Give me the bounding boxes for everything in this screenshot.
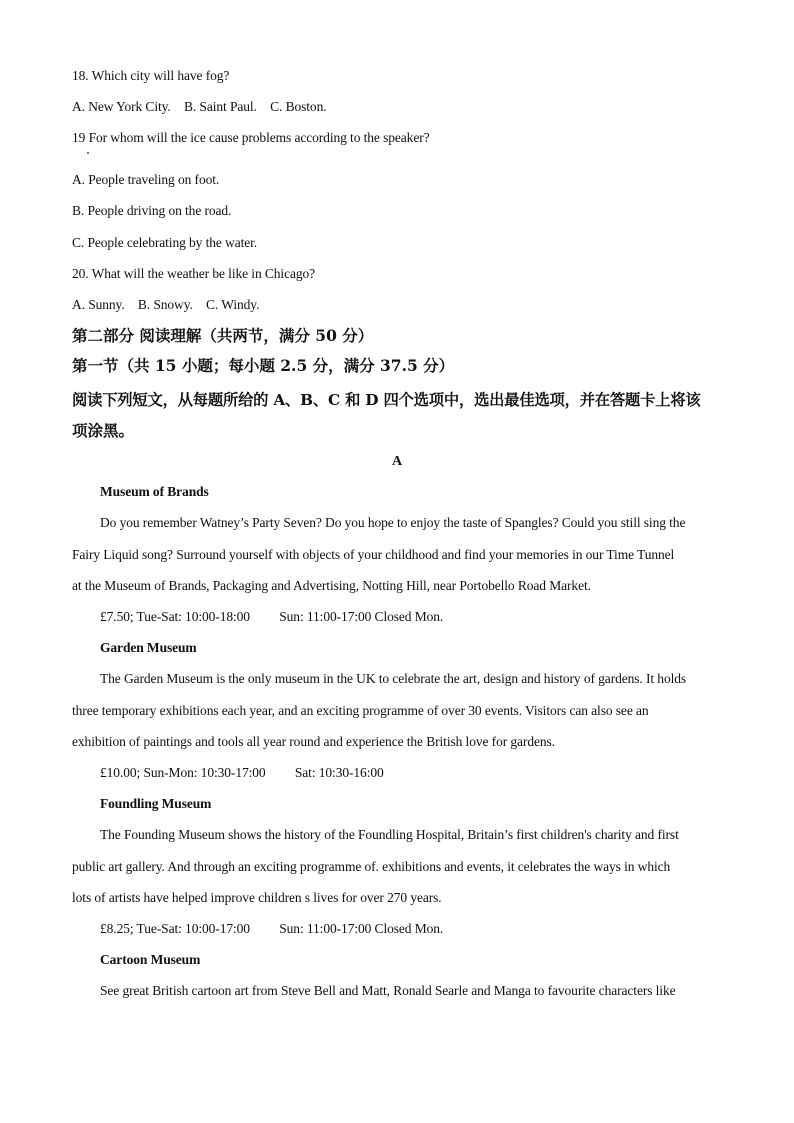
stray-dot bbox=[87, 152, 89, 154]
passage-label: A bbox=[391, 454, 402, 469]
question-20: 20. What will the weather be like in Chicago? bbox=[72, 266, 316, 281]
museum-title-cartoon: Cartoon Museum bbox=[100, 952, 201, 967]
museum-brands-hours bbox=[100, 609, 443, 625]
museum-title-brands: Museum of Brands bbox=[100, 484, 209, 499]
question-19-option-c: C. People celebrating by the water. bbox=[72, 235, 258, 250]
extra-hours: Sun: 11:00-17:00 Closed Mon. bbox=[279, 921, 444, 936]
price-hours: £7.50; Tue-Sat: 10:00-18:00 bbox=[100, 609, 250, 624]
option-a: A. Sunny. bbox=[72, 297, 125, 312]
museum-brands-line-3: at the Museum of Brands, Packaging and Advertising, Notting Hill, near Portobello Road Market. bbox=[72, 578, 591, 593]
question-19-option-a: A. People traveling on foot. bbox=[72, 172, 220, 187]
option-b: B. Saint Paul. bbox=[183, 99, 257, 114]
museum-garden-line-3: exhibition of paintings and tools all year round and experience the British love for gardens. bbox=[72, 734, 555, 749]
question-18: 18. Which city will have fog? bbox=[72, 68, 230, 83]
question-20-options bbox=[72, 297, 259, 313]
museum-title-garden: Garden Museum bbox=[100, 640, 197, 655]
museum-brands-line-1: Do you remember Watney’s Party Seven? Do you hope to enjoy the taste of Spangles? Could you still sing the bbox=[100, 515, 686, 530]
museum-foundling-hours bbox=[100, 921, 443, 937]
instructions-line-2: 项涂黑。 bbox=[72, 421, 135, 440]
question-19: 19 For whom will the ice cause problems according to the speaker? bbox=[72, 130, 430, 145]
museum-garden-line-2: three temporary exhibitions each year, and an exciting programme of over 30 events. Visitors can also see an bbox=[72, 703, 649, 718]
option-c: C. Boston. bbox=[270, 99, 327, 114]
museum-garden-hours bbox=[100, 765, 384, 781]
museum-cartoon-line-1: See great British cartoon art from Steve Bell and Matt, Ronald Searle and Manga to favourite characters like bbox=[100, 983, 676, 998]
museum-title-foundling: Foundling Museum bbox=[100, 796, 212, 811]
museum-foundling-line-3: lots of artists have helped improve children s lives for over 270 years. bbox=[72, 890, 442, 905]
instructions-line-1: 阅读下列短文，从每题所给的 A、B、C 和 D 四个选项中，选出最佳选项，并在答题卡上将该 bbox=[72, 391, 701, 409]
museum-garden-line-1: The Garden Museum is the only museum in the UK to celebrate the art, design and history of gardens. It holds bbox=[100, 671, 687, 686]
museum-foundling-line-2: public art gallery. And through an exciting programme of. exhibitions and events, it celebrates the ways in which bbox=[72, 859, 671, 874]
question-18-options bbox=[72, 99, 327, 115]
museum-foundling-line-1: The Founding Museum shows the history of the Foundling Hospital, Britain’s first children's charity and first bbox=[100, 827, 679, 842]
part-title: 第二部分 阅读理解（共两节，满分 50 分） bbox=[72, 326, 374, 345]
extra-hours: Sat: 10:30-16:00 bbox=[294, 765, 384, 780]
price-hours: £8.25; Tue-Sat: 10:00-17:00 bbox=[100, 921, 250, 936]
option-c: C. Windy. bbox=[206, 297, 260, 312]
museum-brands-line-2: Fairy Liquid song? Surround yourself with objects of your childhood and find your memories in our Time Tunnel bbox=[72, 547, 675, 562]
option-b: B. Snowy. bbox=[137, 297, 193, 312]
option-a: A. New York City. bbox=[72, 99, 171, 114]
extra-hours: Sun: 11:00-17:00 Closed Mon. bbox=[279, 609, 444, 624]
question-19-option-b: B. People driving on the road. bbox=[72, 203, 232, 218]
subsection-title: 第一节（共 15 小题；每小题 2.5 分，满分 37.5 分） bbox=[72, 356, 455, 375]
price-hours: £10.00; Sun-Mon: 10:30-17:00 bbox=[100, 765, 266, 780]
